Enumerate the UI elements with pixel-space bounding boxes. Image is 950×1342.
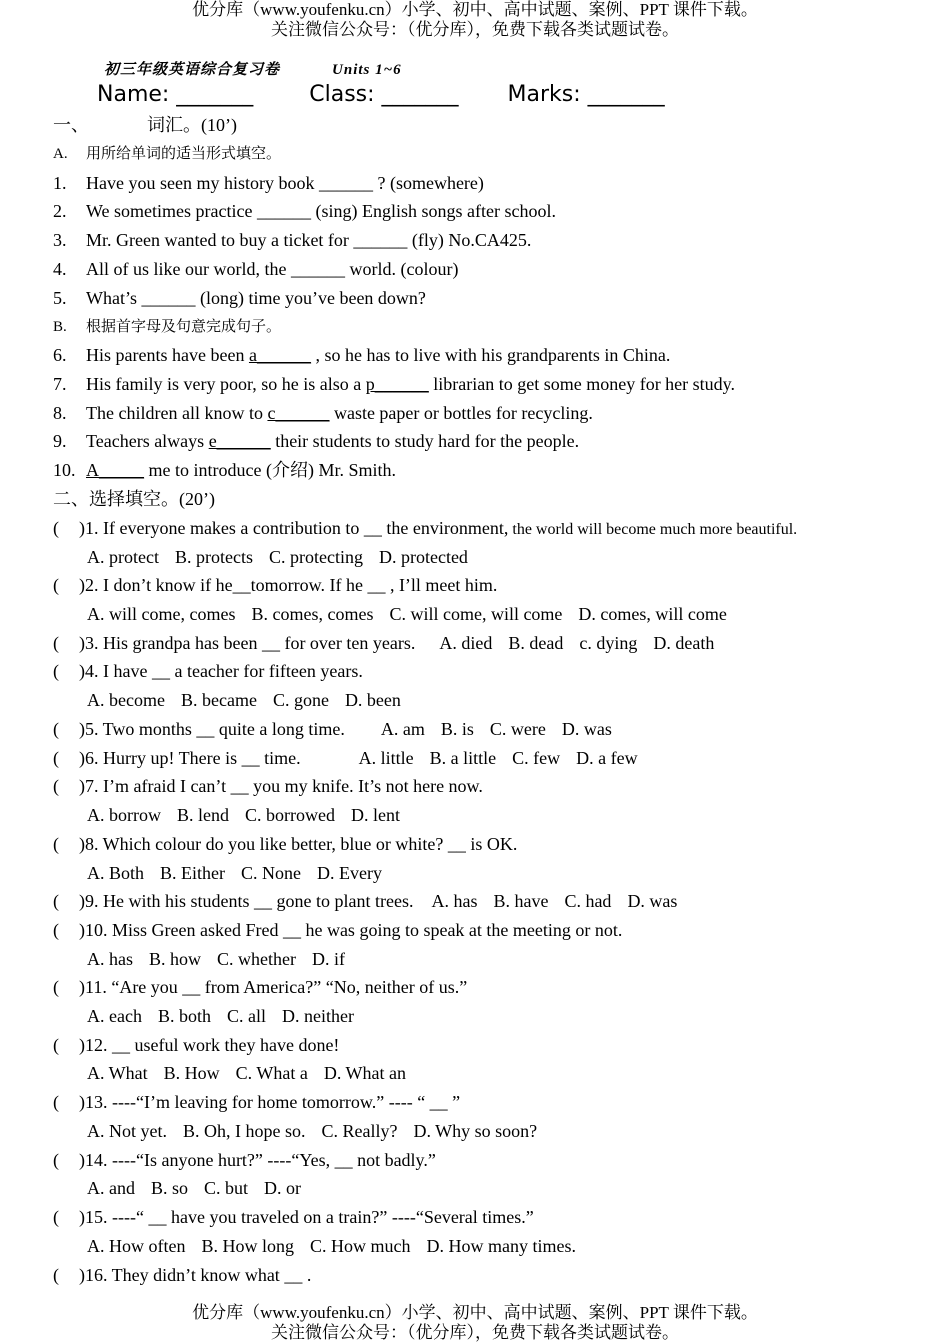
option-d[interactable]: D. or <box>264 1178 302 1198</box>
option-b[interactable]: B. dead <box>508 633 564 653</box>
vocab-item-4 <box>53 258 458 280</box>
question-13 <box>53 1091 460 1113</box>
question-stem: )10. Miss Green asked Fred __ he was going to speak at the meeting or not. <box>79 920 623 940</box>
item-number: 4. <box>53 259 67 279</box>
option-a[interactable]: A. borrow <box>87 805 161 825</box>
item-text-post: librarian to get some money for her study. <box>428 374 736 394</box>
option-c[interactable]: C. were <box>489 719 546 739</box>
option-d[interactable]: D. neither <box>281 1006 354 1026</box>
question-stem: )11. “Are you __ from America?” “No, neither of us.” <box>79 977 468 997</box>
answer-paren[interactable]: ( <box>53 719 59 739</box>
vocab-item-5 <box>53 287 426 309</box>
item-text: What’s ______ (long) time you’ve been down? <box>86 288 426 308</box>
option-a[interactable]: A. will come, comes <box>87 604 236 624</box>
option-d[interactable]: D. What an <box>323 1063 406 1083</box>
question-stem: )7. I’m afraid I can’t __ you my knife. It’s not here now. <box>79 776 483 796</box>
option-c[interactable]: C. few <box>512 748 561 768</box>
question-stem: )16. They didn’t know what __ . <box>79 1265 312 1285</box>
site-footer-line1: 优分库（www.youfenku.cn）小学、初中、高中试题、案例、PPT 课件下载。 <box>192 1303 758 1322</box>
option-d[interactable]: D. comes, will come <box>578 604 727 624</box>
item-number: 9. <box>53 431 67 451</box>
question-2-options <box>87 603 743 625</box>
item-number: 6. <box>53 345 67 365</box>
option-a[interactable]: A. What <box>87 1063 148 1083</box>
question-stem: )12. __ useful work they have done! <box>79 1035 340 1055</box>
answer-blank[interactable]: A_____ <box>86 460 144 480</box>
question-stem: )5. Two months __ quite a long time. <box>79 719 345 739</box>
option-a[interactable]: A. Not yet. <box>87 1121 167 1141</box>
vocab-item-6 <box>53 344 670 366</box>
question-11 <box>53 976 467 998</box>
option-c[interactable]: C. gone <box>272 690 329 710</box>
answer-paren[interactable]: ( <box>53 518 59 538</box>
exam-title-main: 初三年级英语综合复习卷 <box>104 62 281 78</box>
section1-heading <box>53 114 237 136</box>
section1-title: 词汇。(10’) <box>147 115 237 135</box>
option-b[interactable]: B. protects <box>174 547 253 567</box>
question-8 <box>53 833 517 855</box>
item-number: 3. <box>53 230 67 250</box>
question-9 <box>53 890 693 912</box>
question-2 <box>53 574 497 596</box>
section1-number: 一、 <box>53 115 89 135</box>
item-text: All of us like our world, the ______ world. (colour) <box>86 259 459 279</box>
answer-paren[interactable]: ( <box>53 575 59 595</box>
option-c[interactable]: C. None <box>241 863 302 883</box>
part-b-text: 根据首字母及句意完成句子。 <box>86 319 282 335</box>
option-b[interactable]: B. Oh, I hope so. <box>183 1121 306 1141</box>
option-a[interactable]: A. has <box>87 949 133 969</box>
option-c[interactable]: C. whether <box>217 949 296 969</box>
question-stem: )15. ----“ __ have you traveled on a train?” ----“Several times.” <box>79 1207 534 1227</box>
question-stem: )9. He with his students __ gone to plant trees. <box>79 891 414 911</box>
question-10-options <box>87 948 361 970</box>
question-8-options <box>87 862 398 884</box>
option-a[interactable]: A. become <box>87 690 165 710</box>
answer-paren[interactable]: ( <box>53 633 59 653</box>
option-d[interactable]: D. How many times. <box>426 1236 576 1256</box>
item-number: 8. <box>53 403 67 423</box>
vocab-item-10 <box>53 459 396 481</box>
vocab-item-7 <box>53 373 735 395</box>
item-text: Have you seen my history book ______ ? (somewhere) <box>86 173 484 193</box>
item-text-post: waste paper or bottles for recycling. <box>329 403 593 423</box>
answer-paren[interactable]: ( <box>53 748 59 768</box>
answer-paren[interactable]: ( <box>53 661 59 681</box>
site-header-line1: 优分库（www.youfenku.cn）小学、初中、高中试题、案例、PPT 课件下载。 <box>192 0 758 19</box>
answer-paren[interactable]: ( <box>53 776 59 796</box>
option-b[interactable]: B. lend <box>177 805 229 825</box>
answer-paren[interactable]: ( <box>53 1265 59 1285</box>
question-15-options <box>87 1235 592 1257</box>
option-b[interactable]: B. How <box>163 1063 220 1083</box>
question-7 <box>53 775 483 797</box>
item-number: 1. <box>53 173 67 193</box>
answer-blank[interactable]: a______ <box>248 345 311 365</box>
vocab-item-9 <box>53 430 579 452</box>
option-b[interactable]: B. How long <box>201 1236 294 1256</box>
option-c[interactable]: c. dying <box>579 633 638 653</box>
option-d[interactable]: D. if <box>312 949 345 969</box>
question-14-options <box>87 1177 317 1199</box>
option-a[interactable]: A. has <box>431 891 478 911</box>
answer-blank[interactable]: p______ <box>365 374 429 394</box>
option-c[interactable]: C. but <box>204 1178 249 1198</box>
vocab-item-8 <box>53 402 593 424</box>
answer-paren[interactable]: ( <box>53 1207 59 1227</box>
part-b-label: B. <box>53 319 67 335</box>
question-10 <box>53 919 622 941</box>
item-text: We sometimes practice ______ (sing) English songs after school. <box>86 201 556 221</box>
option-a[interactable]: A. each <box>87 1006 142 1026</box>
option-b[interactable]: B. how <box>149 949 202 969</box>
question-5 <box>53 718 628 740</box>
item-number: 7. <box>53 374 67 394</box>
option-b[interactable]: B. both <box>157 1006 211 1026</box>
question-stem: )3. His grandpa has been __ for over ten years. <box>79 633 416 653</box>
question-stem: )2. I don’t know if he__tomorrow. If he __ , I’ll meet him. <box>79 575 498 595</box>
option-c[interactable]: C. How much <box>310 1236 411 1256</box>
option-d[interactable]: D. a few <box>576 748 638 768</box>
option-b[interactable]: B. is <box>440 719 474 739</box>
answer-paren[interactable]: ( <box>53 920 59 940</box>
question-stem: )13. ----“I’m leaving for home tomorrow.” ---- “ __ ” <box>79 1092 461 1112</box>
section2-heading: 二、选择填空。(20’) <box>53 489 215 509</box>
part-b-instruction <box>53 316 281 338</box>
question-6 <box>53 747 654 769</box>
part-a-instruction <box>53 143 281 165</box>
item-text-pre: The children all know to <box>86 403 268 423</box>
option-d[interactable]: D. Why so soon? <box>413 1121 538 1141</box>
option-c[interactable]: C. had <box>564 891 612 911</box>
question-stem: )4. I have __ a teacher for fifteen years. <box>79 661 363 681</box>
answer-paren[interactable]: ( <box>53 891 59 911</box>
answer-paren[interactable]: ( <box>53 834 59 854</box>
answer-paren[interactable]: ( <box>53 1150 59 1170</box>
question-1 <box>53 517 797 541</box>
question-stem-tail: the world will become much more beautiful. <box>508 521 798 538</box>
item-text-post: , so he has to live with his grandparents in China. <box>310 345 671 365</box>
question-15 <box>53 1206 534 1228</box>
question-stem: )14. ----“Is anyone hurt?” ----“Yes, __ not badly.” <box>79 1150 436 1170</box>
option-d[interactable]: D. was <box>561 719 612 739</box>
option-a[interactable]: A. am <box>380 719 425 739</box>
answer-blank[interactable]: e______ <box>208 431 271 451</box>
question-7-options <box>87 804 416 826</box>
option-b[interactable]: B. so <box>151 1178 189 1198</box>
option-a[interactable]: A. protect <box>87 547 159 567</box>
option-c[interactable]: C. will come, will come <box>389 604 563 624</box>
question-4 <box>53 660 363 682</box>
option-b[interactable]: B. have <box>493 891 549 911</box>
item-text-post: me to introduce (介绍) Mr. Smith. <box>144 460 396 480</box>
item-number: 10. <box>53 460 76 480</box>
vocab-item-2 <box>53 200 556 222</box>
question-stem: )6. Hurry up! There is __ time. <box>79 748 301 768</box>
question-1-options <box>87 546 484 568</box>
part-a-text: 用所给单词的适当形式填空。 <box>86 146 282 162</box>
question-13-options <box>87 1120 553 1142</box>
answer-paren[interactable]: ( <box>53 1035 59 1055</box>
item-text-pre: His parents have been <box>86 345 249 365</box>
question-stem: )1. If everyone makes a contribution to __ the environment, <box>79 518 509 538</box>
option-d[interactable]: D. was <box>627 891 678 911</box>
option-d[interactable]: D. Every <box>317 863 382 883</box>
option-c[interactable]: C. What a <box>235 1063 308 1083</box>
option-a[interactable]: A. Both <box>87 863 145 883</box>
item-text-post: their students to study hard for the people. <box>270 431 580 451</box>
item-number: 2. <box>53 201 67 221</box>
name-class-marks-line: Name: _______ Class: _______ Marks: _______ <box>97 82 665 107</box>
vocab-item-3 <box>53 229 531 251</box>
answer-blank[interactable]: c______ <box>267 403 330 423</box>
vocab-item-1 <box>53 172 484 194</box>
exam-title-units: Units 1~6 <box>332 62 402 78</box>
question-3 <box>53 632 730 654</box>
item-text-pre: Teachers always <box>86 431 209 451</box>
option-c[interactable]: C. Really? <box>321 1121 398 1141</box>
option-c[interactable]: C. protecting <box>268 547 363 567</box>
option-d[interactable]: D. lent <box>350 805 400 825</box>
option-b[interactable]: B. a little <box>429 748 497 768</box>
option-a[interactable]: A. and <box>87 1178 135 1198</box>
site-header-line2: 关注微信公众号：（优分库），免费下载各类试题试卷。 <box>271 20 679 39</box>
question-12-options <box>87 1062 422 1084</box>
item-text-pre: His family is very poor, so he is also a <box>86 374 366 394</box>
exam-title <box>104 58 402 79</box>
question-4-options <box>87 689 417 711</box>
question-stem: )8. Which colour do you like better, blue or white? __ is OK. <box>79 834 518 854</box>
option-a[interactable]: A. little <box>358 748 414 768</box>
answer-paren[interactable]: ( <box>53 1092 59 1112</box>
option-d[interactable]: D. protected <box>378 547 468 567</box>
question-14 <box>53 1149 436 1171</box>
answer-paren[interactable]: ( <box>53 977 59 997</box>
option-a[interactable]: A. died <box>439 633 493 653</box>
question-16 <box>53 1264 311 1286</box>
option-c[interactable]: C. all <box>226 1006 266 1026</box>
option-b[interactable]: B. became <box>180 690 257 710</box>
part-a-label: A. <box>53 146 68 162</box>
option-a[interactable]: A. How often <box>87 1236 186 1256</box>
option-b[interactable]: B. comes, comes <box>251 604 374 624</box>
site-footer-line2: 关注微信公众号：（优分库），免费下载各类试题试卷。 <box>271 1323 679 1342</box>
option-b[interactable]: B. Either <box>160 863 226 883</box>
option-c[interactable]: C. borrowed <box>245 805 335 825</box>
item-number: 5. <box>53 288 67 308</box>
question-11-options <box>87 1005 370 1027</box>
option-d[interactable]: D. been <box>344 690 401 710</box>
question-12 <box>53 1034 339 1056</box>
option-d[interactable]: D. death <box>653 633 715 653</box>
item-text: Mr. Green wanted to buy a ticket for ______ (fly) No.CA425. <box>86 230 532 250</box>
